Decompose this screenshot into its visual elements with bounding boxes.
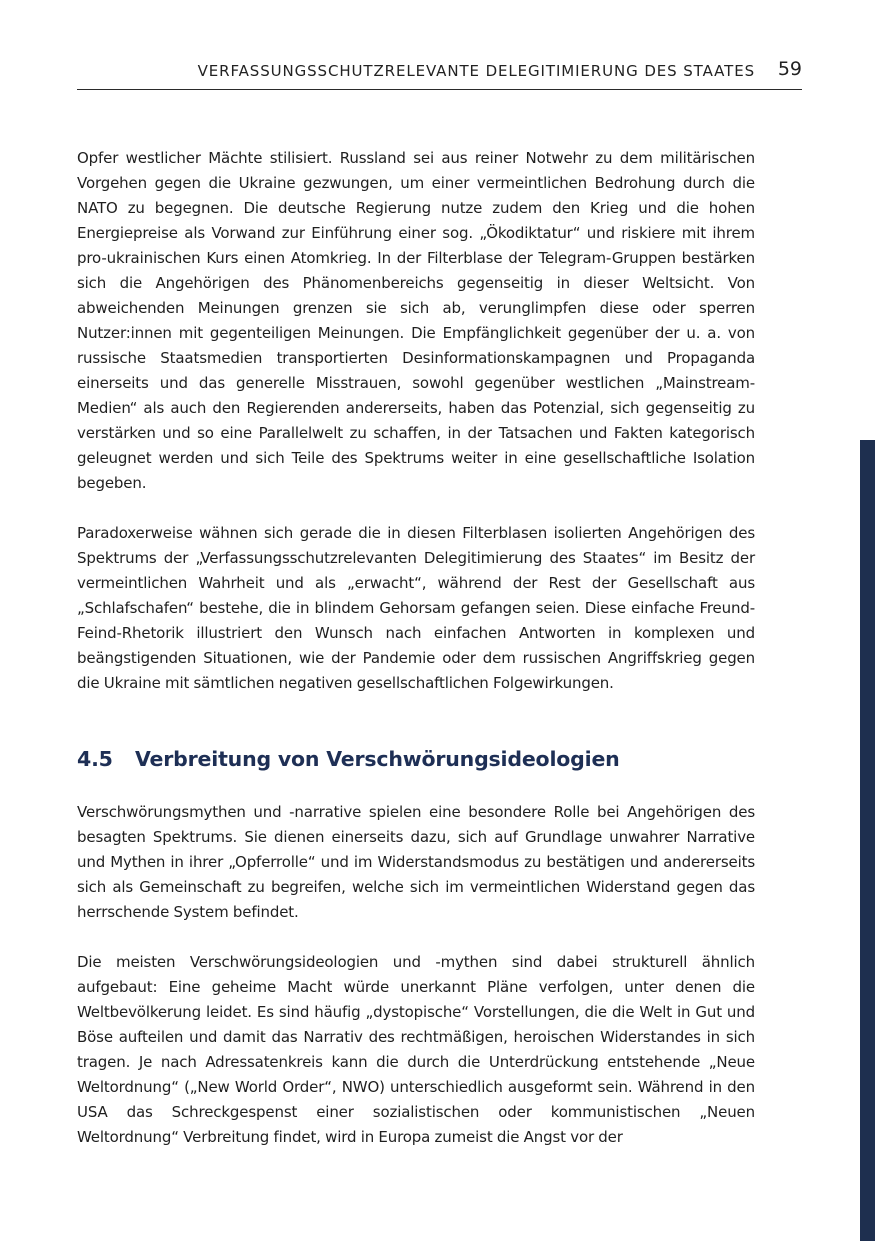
page-number: 59 xyxy=(777,58,802,80)
section-heading xyxy=(77,740,755,778)
section-number: 4.5 xyxy=(77,747,113,771)
running-header-title: VERFASSUNGSSCHUTZRELEVANTE DELEGITIMIERUNG DES STAATES xyxy=(197,62,755,80)
page-content xyxy=(77,146,755,1150)
chapter-side-tab xyxy=(860,440,875,1241)
section-title: Verbreitung von Verschwörungsideologien xyxy=(135,747,620,771)
body-paragraph: Verschwörungsmythen und -narrative spielen eine besondere Rolle bei Angehörigen des besagten Spektrums. Sie dienen einerseits dazu, sich auf Grundlage unwahrer Narrative und Mythen in ihrer „Opferrolle“ und im Widerstandsmodus zu bestätigen und andererseits sich als Gemeinschaft zu begreifen, welche sich im vermeintlichen Widerstand gegen das herrschende System befindet. xyxy=(77,803,755,921)
running-header xyxy=(77,58,802,90)
body-paragraph: Opfer westlicher Mächte stilisiert. Russland sei aus reiner Notwehr zu dem militärischen Vorgehen gegen die Ukraine gezwungen, um einer vermeintlichen Bedrohung durch die NATO zu begegnen. Die deutsche Regierung nutze zudem den Krieg und die hohen Energiepreise als Vorwand zur Einführung einer sog. „Ökodiktatur“ und riskiere mit ihrem pro-ukrainischen Kurs einen Atomkrieg. In der Filterblase der Telegram-Gruppen bestärken sich die Angehörigen des Phänomenbereichs gegenseitig in dieser Weltsicht. Von abweichenden Meinungen grenzen sie sich ab, verunglimpfen diese oder sperren Nutzer:innen mit gegenteiligen Meinungen. Die Empfänglichkeit gegenüber der u. a. von russische Staatsmedien transportierten Desinformationskampagnen und Propaganda einerseits und das generelle Misstrauen, sowohl gegenüber westlichen „Mainstream-Medien“ als auch den Regierenden andererseits, haben das Potenzial, sich gegenseitig zu verstärken und so eine Parallelwelt zu schaffen, in der Tatsachen und Fakten kategorisch geleugnet werden und sich Teile des Spektrums weiter in eine gesellschaftliche Isolation begeben. xyxy=(77,149,755,492)
body-paragraph: Die meisten Verschwörungsideologien und -mythen sind dabei strukturell ähnlich aufgebaut: Eine geheime Macht würde unerkannt Pläne verfolgen, unter denen die Weltbevölkerung leidet. Es sind häufig „dystopische“ Vorstellungen, die die Welt in Gut und Böse aufteilen und damit das Narrativ des rechtmäßigen, heroischen Widerstandes in sich tragen. Je nach Adressatenkreis kann die durch die Unterdrückung entstehende „Neue Weltordnung“ („New World Order“, NWO) unterschiedlich ausgeformt sein. Während in den USA das Schreckgespenst einer sozialistischen oder kommunistischen „Neuen Weltordnung“ Verbreitung findet, wird in Europa zumeist die Angst vor der xyxy=(77,953,755,1146)
body-paragraph: Paradoxerweise wähnen sich gerade die in diesen Filterblasen isolierten Angehörigen des Spektrums der „Verfassungsschutzrelevanten Delegitimierung des Staates“ im Besitz der vermeintlichen Wahrheit und als „erwacht“, während der Rest der Gesellschaft aus „Schlafschafen“ bestehe, die in blindem Gehorsam gefangen seien. Diese einfache Freund-Feind-Rhetorik illustriert den Wunsch nach einfachen Antworten in komplexen und beängstigenden Situationen, wie der Pandemie oder dem russischen Angriffskrieg gegen die Ukraine mit sämtlichen negativen gesellschaftlichen Folgewirkungen. xyxy=(77,524,755,692)
